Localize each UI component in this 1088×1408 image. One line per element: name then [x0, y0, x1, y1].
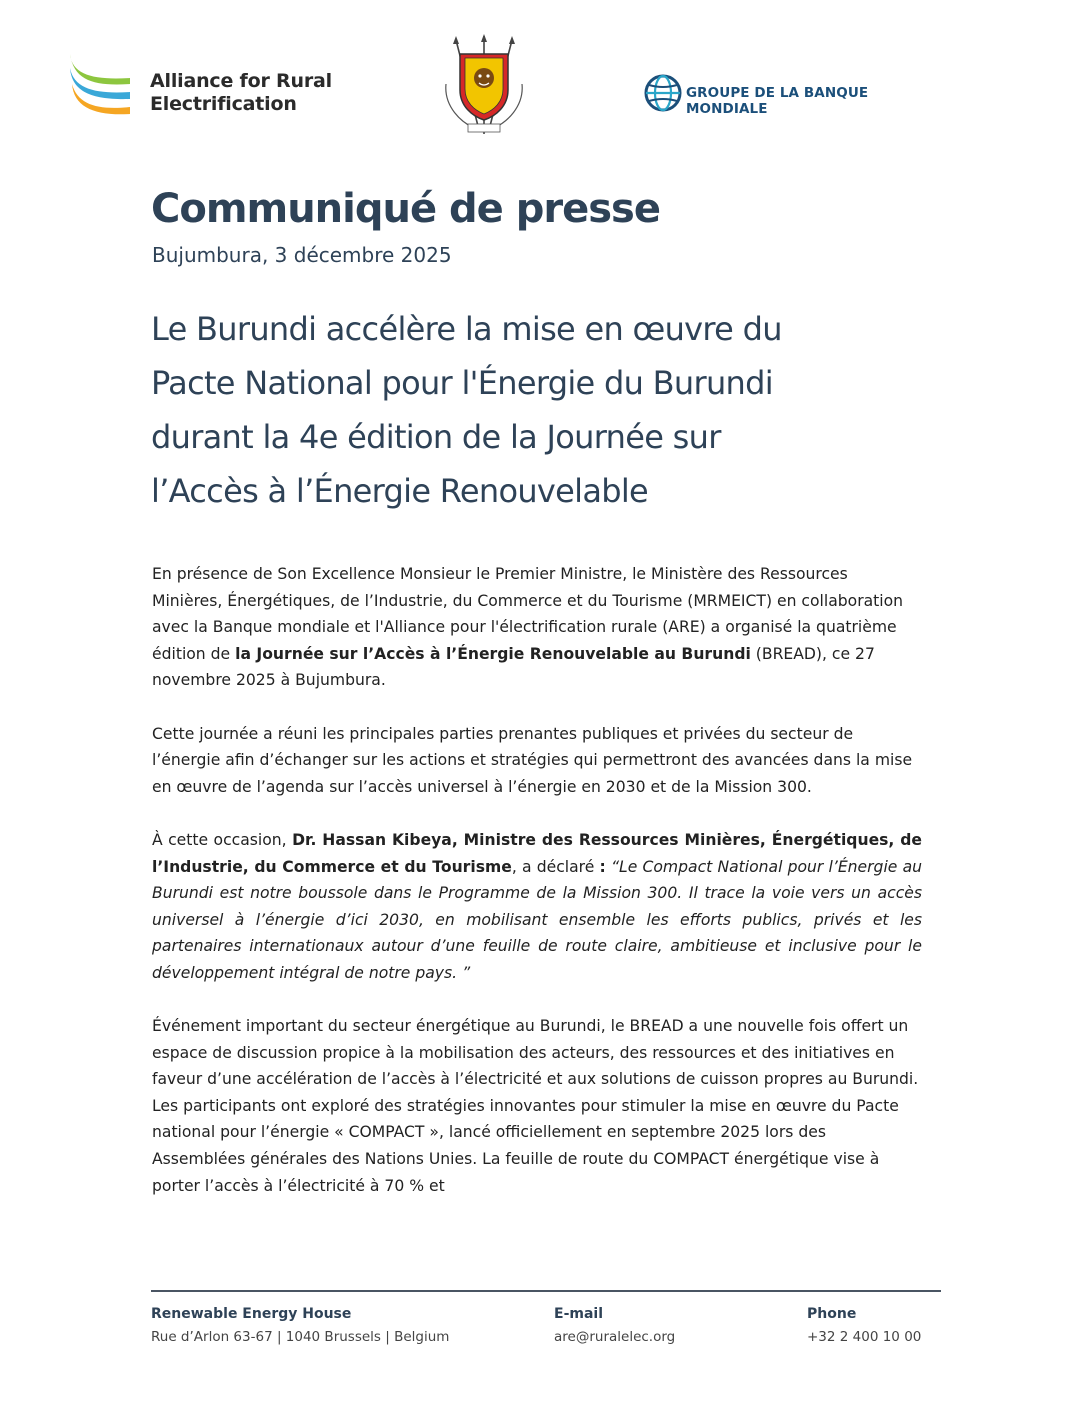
article-body [152, 561, 922, 1226]
footer-email [554, 1304, 675, 1349]
paragraph-text: En présence de Son Excellence Monsieur le Premier Ministre, le Ministère des Ressources Minières, Énergétiques, de l’Industrie, du Commerce et du Tourisme (MRMEICT) en collaboration avec la Banque mondiale et l'Alliance pour l'électrification rurale (ARE) a organisé la quatrième édition de [152, 565, 904, 663]
headline-line: Pacte National pour l'Énergie du Burundi [151, 364, 773, 402]
world-bank-logo [644, 74, 944, 117]
email-label: E-mail [554, 1306, 604, 1322]
paragraph-intro [152, 561, 922, 694]
footer-address [151, 1304, 449, 1349]
page-title: Communiqué de presse [151, 186, 660, 232]
phone-value: +32 2 400 10 00 [807, 1329, 922, 1345]
address-label: Renewable Energy House [151, 1306, 352, 1322]
are-logo [66, 50, 346, 120]
speaker-name: Dr. Hassan Kibeya, Ministre des Ressources Minières, Énergétiques, de l’Industrie, du Commerce et du Tourisme [152, 830, 923, 876]
paragraph-4: Événement important du secteur énergétique au Burundi, le BREAD a une nouvelle fois offert un espace de discussion propice à la mobilisation des acteurs, des ressources et des initiatives en faveur d’une accélération de l’accès à l’électricité et aux solutions de cuisson propres au Burundi. Les participants ont exploré des stratégies innovantes pour stimuler la mise en œuvre du Pacte national pour l’énergie « COMPACT », lancé officiellement en septembre 2025 lors des Assemblées générales des Nations Unies. La feuille de route du COMPACT énergétique vise à porter l’accès à l’électricité à 70 % et [152, 1017, 919, 1195]
paragraph-quote [152, 827, 922, 987]
paragraph-2: Cette journée a réuni les principales parties prenantes publiques et privées du secteur de l’énergie afin d’échanger sur les actions et stratégies qui permettront des avancées dans la mise en œuvre de l’agenda sur l’accès universel à l’énergie en 2030 et de la Mission 300. [152, 724, 913, 796]
address-value: Rue d’Arlon 63-67 | 1040 Brussels | Belgium [151, 1329, 450, 1345]
email-link[interactable]: are@ruralelec.org [554, 1329, 676, 1345]
footer-divider [151, 1290, 941, 1292]
are-logo-icon [66, 50, 136, 120]
headline [151, 302, 951, 518]
headline-line: durant la 4e édition de la Journée sur [151, 418, 721, 456]
page-header [0, 0, 1088, 150]
headline-line: l’Accès à l’Énergie Renouvelable [151, 472, 649, 510]
dateline: Bujumbura, 3 décembre 2025 [152, 243, 452, 267]
globe-icon [644, 74, 682, 112]
phone-label: Phone [807, 1306, 857, 1322]
paragraph-text: À cette occasion, [152, 830, 293, 849]
colon: : [599, 857, 606, 876]
minister-quote: “Le Compact National pour l’Énergie au Burundi est notre boussole dans le Programme de la Mission 300. Il trace la voie vers un accès universel à l’énergie d’ici 2030, en mobilisant ensemble les efforts publics, privés et les partenaires internationaux autour d’une feuille de route claire, ambitieuse et inclusive pour le développement intégral de notre pays. ” [152, 857, 923, 982]
paragraph-text: (BREAD), ce 27 novembre 2025 à Bujumbura. [152, 644, 875, 690]
are-logo-line2: Electrification [150, 93, 297, 115]
are-logo-text [150, 70, 332, 116]
headline-line: Le Burundi accélère la mise en œuvre du [151, 310, 782, 348]
world-bank-logo-text: GROUPE DE LA BANQUE MONDIALE [686, 85, 869, 117]
event-name: la Journée sur l’Accès à l’Énergie Renouvelable au Burundi [235, 644, 751, 663]
paragraph-text: , a déclaré [511, 857, 600, 876]
are-logo-line1: Alliance for Rural [150, 70, 332, 92]
burundi-coat-of-arms-icon [438, 34, 530, 142]
footer-phone [807, 1304, 921, 1349]
